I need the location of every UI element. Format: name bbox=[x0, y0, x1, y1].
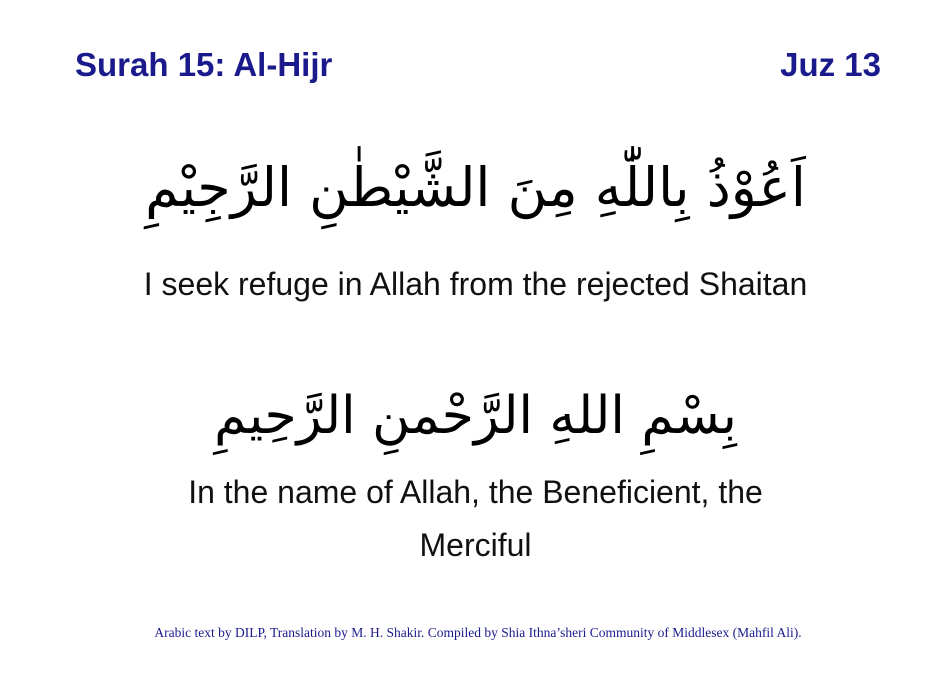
basmala-translation-line-2: Merciful bbox=[419, 527, 532, 563]
taawwudh-arabic: اَعُوْذُ بِاللّٰهِ مِنَ الشَّيْطٰنِ الرَّجِيْمِ bbox=[145, 156, 806, 219]
page-header bbox=[0, 0, 951, 110]
surah-title: Surah 15: Al-Hijr bbox=[75, 46, 333, 83]
basmala-translation-line-1: In the name of Allah, the Beneficient, the bbox=[188, 474, 763, 510]
basmala-arabic: بِسْمِ اللهِ الرَّحْمنِ الرَّحِيمِ bbox=[214, 386, 737, 446]
taawwudh-translation: I seek refuge in Allah from the rejected Shaitan bbox=[143, 266, 808, 302]
juz-label: Juz 13 bbox=[780, 46, 881, 83]
credits-footer: Arabic text by DILP, Translation by M. H. Shakir. Compiled by Shia Ithna’sheri Community of Middlesex (Mahfil Ali). bbox=[154, 625, 802, 640]
basmala-translation bbox=[0, 466, 951, 572]
